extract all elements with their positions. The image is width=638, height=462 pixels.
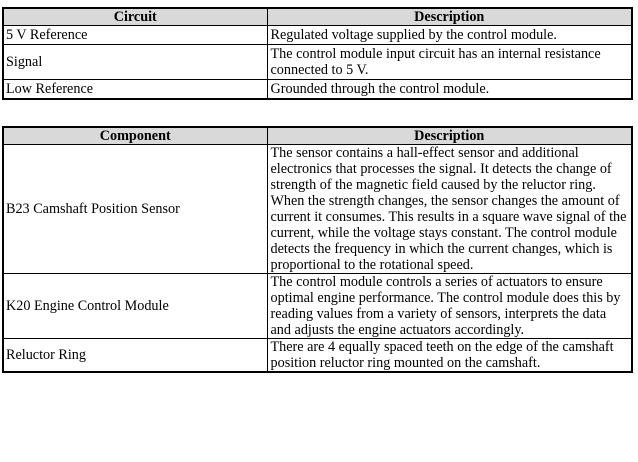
circuit-description-cell: Grounded through the control module. [267, 80, 632, 100]
table-row [3, 274, 632, 339]
table-row [3, 45, 632, 80]
circuit-name-cell: Low Reference [3, 80, 267, 100]
circuit-table-header-row [3, 8, 632, 26]
component-name-cell: B23 Camshaft Position Sensor [3, 145, 267, 274]
component-description-column-header: Description [267, 127, 632, 145]
circuit-description-cell: Regulated voltage supplied by the control module. [267, 26, 632, 45]
circuit-description-cell: The control module input circuit has an internal resistance connected to 5 V. [267, 45, 632, 80]
table-row [3, 26, 632, 45]
circuit-name-cell: 5 V Reference [3, 26, 267, 45]
circuit-column-header: Circuit [3, 8, 267, 26]
table-row [3, 145, 632, 274]
component-description-cell: The sensor contains a hall-effect sensor and additional electronics that processes the signal. It detects the change of strength of the magnetic field caused by the reluctor ring. When the strength changes, the sensor changes the amount of current it consumes. This results in a square wave signal of the current, while the voltage stays constant. The control module detects the frequency in which the current changes, which is proportional to the rotational speed. [267, 145, 632, 274]
table-row [3, 80, 632, 100]
circuit-table [2, 7, 633, 100]
component-table [2, 126, 633, 373]
component-column-header: Component [3, 127, 267, 145]
component-description-cell: The control module controls a series of actuators to ensure optimal engine performance. The control module does this by reading values from a variety of sensors, interprets the data and adjusts the engine actuators accordingly. [267, 274, 632, 339]
table-row [3, 339, 632, 373]
circuit-description-column-header: Description [267, 8, 632, 26]
component-name-cell: K20 Engine Control Module [3, 274, 267, 339]
component-table-header-row [3, 127, 632, 145]
component-description-cell: There are 4 equally spaced teeth on the edge of the camshaft position reluctor ring mounted on the camshaft. [267, 339, 632, 373]
circuit-name-cell: Signal [3, 45, 267, 80]
component-name-cell: Reluctor Ring [3, 339, 267, 373]
